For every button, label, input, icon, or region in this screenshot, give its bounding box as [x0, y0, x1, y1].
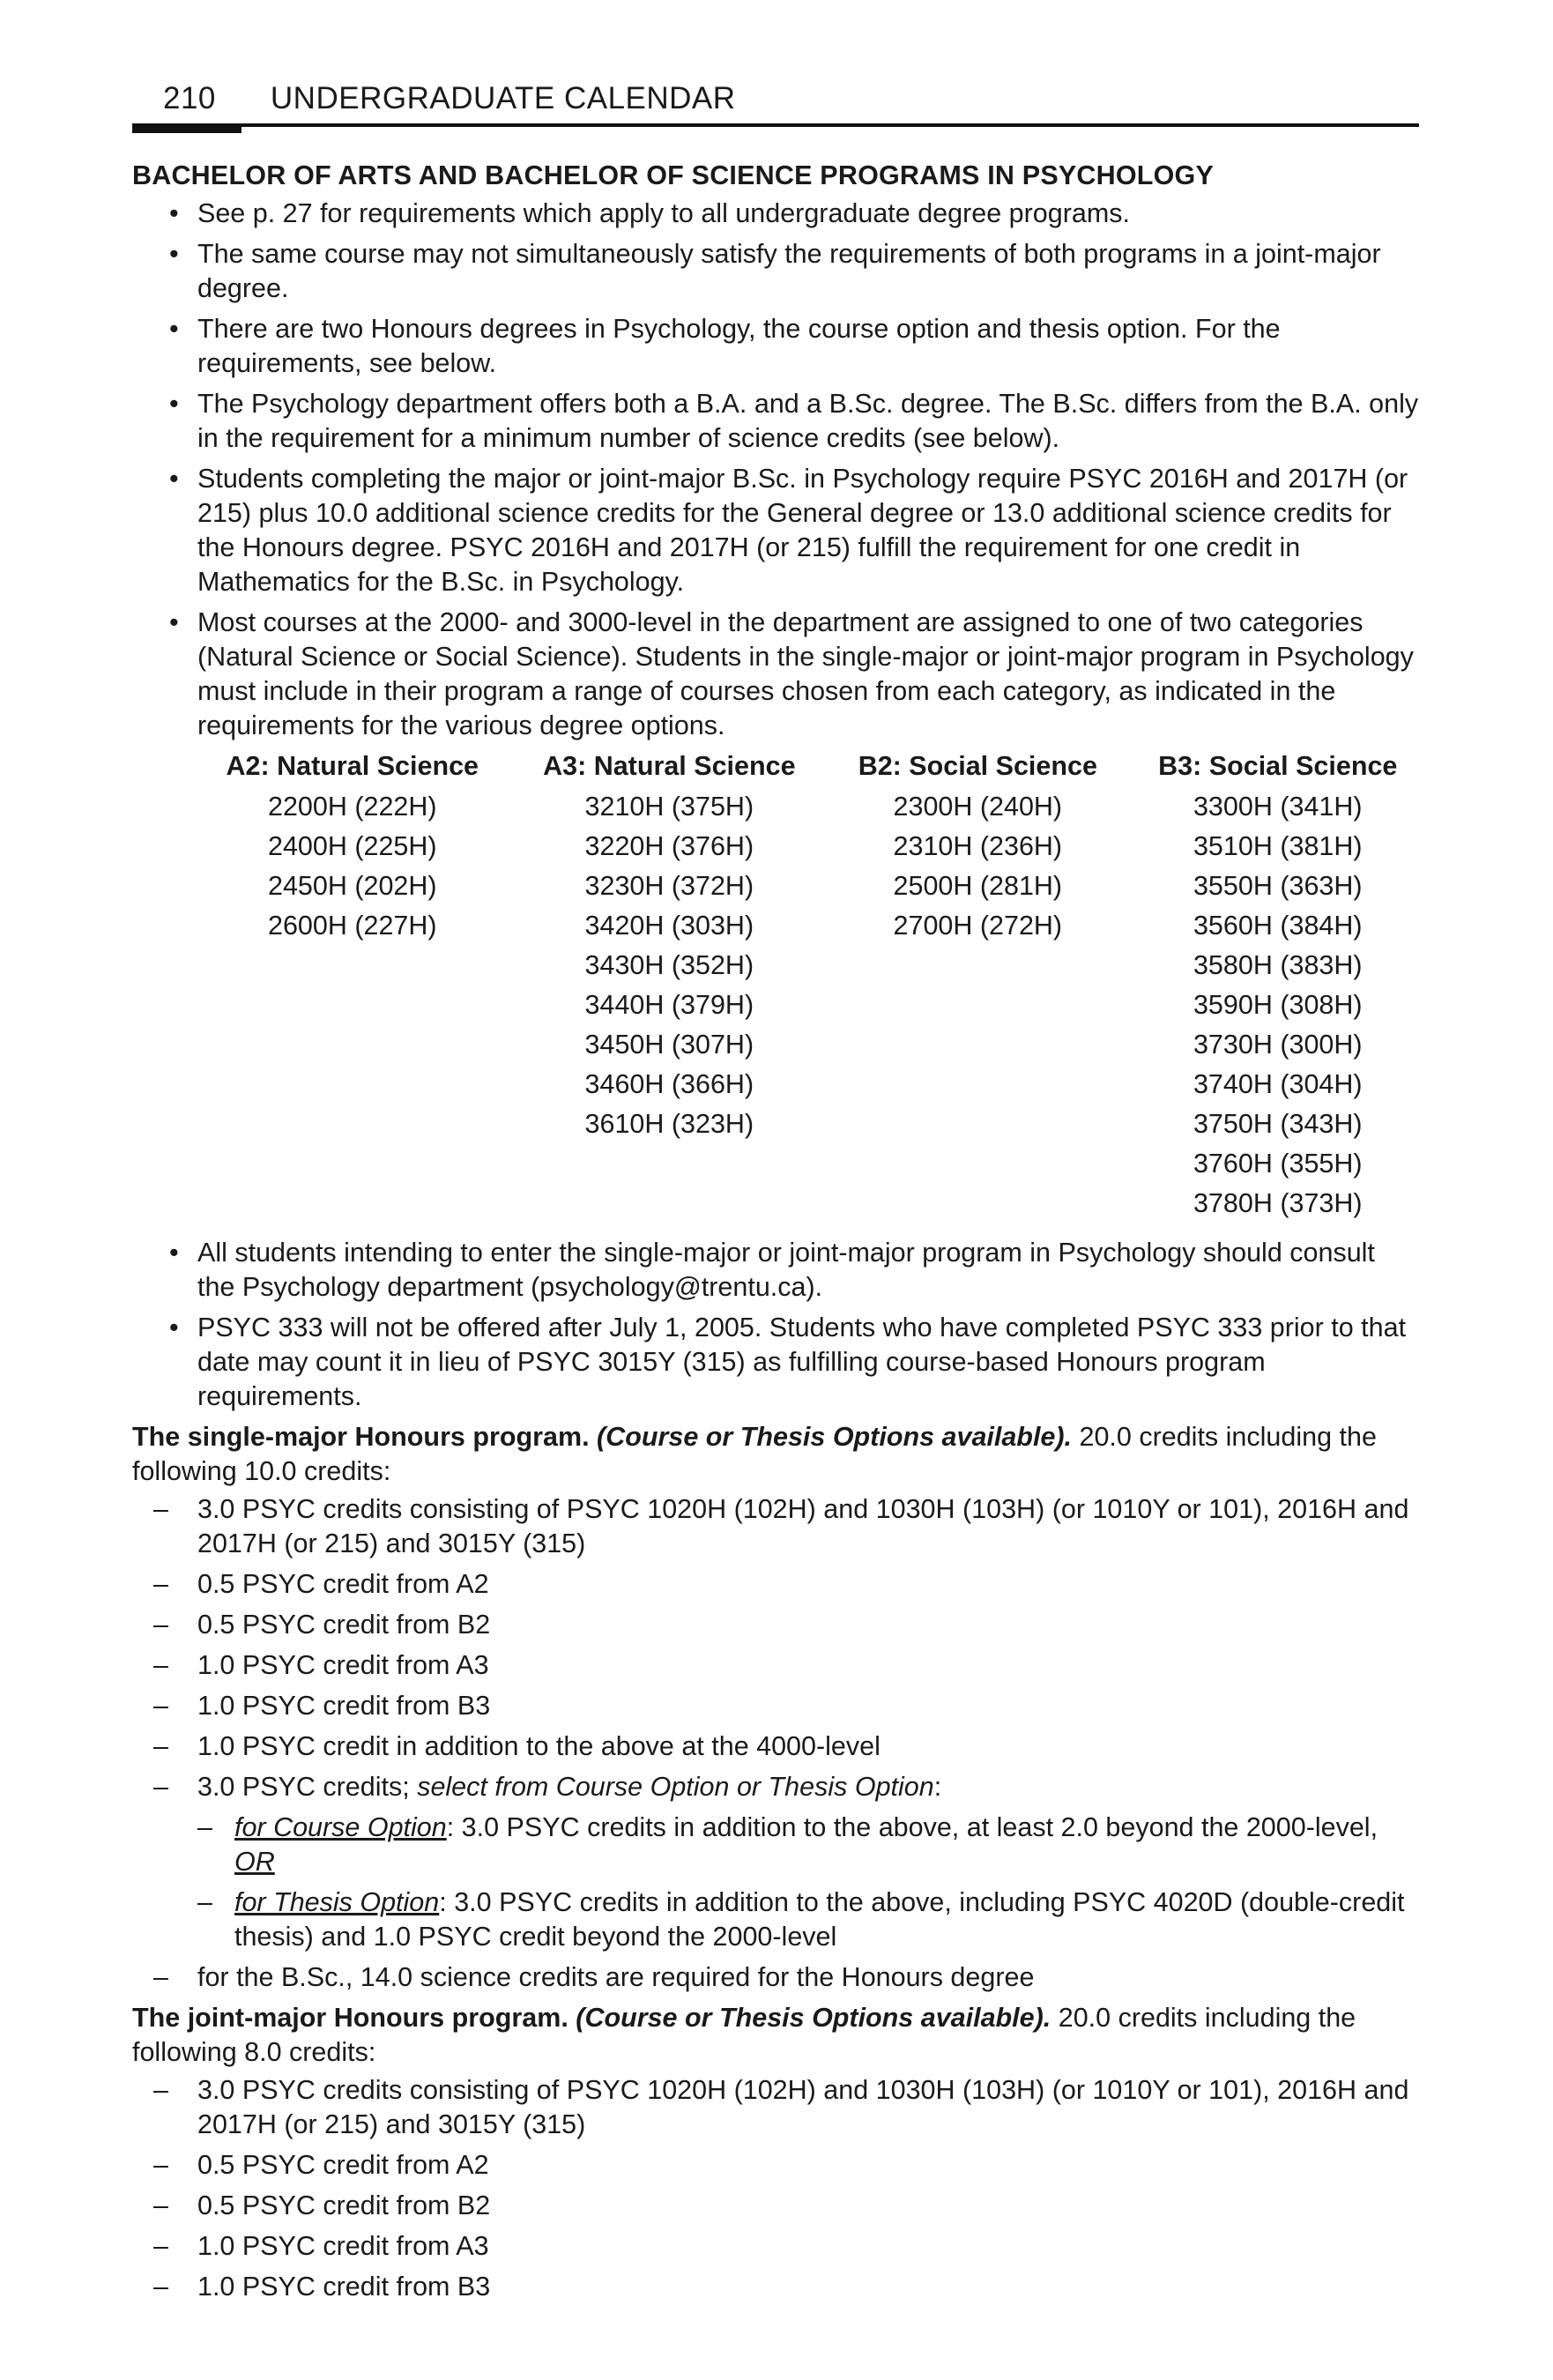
table-row	[194, 1184, 1428, 1223]
course-cell-b3: 3590H (308H)	[1193, 990, 1363, 1020]
table-row	[194, 1144, 1428, 1184]
page-header	[163, 81, 736, 116]
course-cell-b2: 2300H (240H)	[893, 792, 1063, 822]
or-label: OR	[234, 1847, 275, 1877]
course-cell-b3: 3580H (383H)	[1193, 950, 1363, 980]
table-row	[194, 1065, 1428, 1104]
thesis-option-label: for Thesis Option	[234, 1887, 440, 1917]
bullet-item: • Most courses at the 2000- and 3000-level in the department are assigned to one of two categories (Natural Science or Social Science). Students in the single-major or joint-major program in Psychology must include in their program a range of courses chosen from each category, as indicated in the requirements for the various degree options.	[132, 606, 1419, 743]
course-cell-a2: 2600H (227H)	[267, 911, 437, 941]
table-row	[194, 1025, 1428, 1065]
list-item: – 1.0 PSYC credit in addition to the above at the 4000-level	[132, 1729, 1419, 1764]
course-cell-b2	[828, 1065, 1127, 1104]
course-cell-a2	[194, 1065, 511, 1104]
course-cell-b2	[828, 1184, 1127, 1223]
course-cell-a3	[511, 1184, 829, 1223]
course-option-item	[197, 1811, 1419, 1879]
course-cell-a2: 2450H (202H)	[267, 871, 437, 901]
joint-major-title: The joint-major Honours program.	[132, 2003, 568, 2033]
list-item: – 0.5 PSYC credit from A2	[132, 2148, 1419, 2183]
option-sublist	[197, 1811, 1419, 1954]
course-cell-a2	[194, 985, 511, 1025]
table-row	[194, 827, 1428, 866]
course-category-table	[194, 749, 1428, 1223]
course-option-text: : 3.0 PSYC credits in addition to the above, at least 2.0 beyond the 2000-level,	[446, 1812, 1378, 1842]
course-cell-b3: 3510H (381H)	[1193, 831, 1363, 861]
joint-major-options: (Course or Thesis Options available).	[576, 2003, 1051, 2033]
single-major-options: (Course or Thesis Options available).	[597, 1422, 1073, 1452]
list-item: – 0.5 PSYC credit from A2	[132, 1567, 1419, 1602]
page-number: 210	[163, 81, 216, 115]
list-item: – 3.0 PSYC credits consisting of PSYC 1020H (102H) and 1030H (103H) (or 1010Y or 101), 2016H and 2017H (or 215) and 3015Y (315)	[132, 1492, 1419, 1561]
bullet-item: • See p. 27 for requirements which apply to all undergraduate degree programs.	[132, 197, 1419, 231]
joint-major-heading	[132, 2001, 1419, 2070]
thesis-option-item	[197, 1885, 1419, 1954]
table-body	[194, 787, 1428, 1223]
running-title: UNDERGRADUATE CALENDAR	[270, 81, 736, 115]
course-cell-b2	[828, 1025, 1127, 1065]
course-cell-b3: 3550H (363H)	[1193, 871, 1363, 901]
course-cell-b2: 2500H (281H)	[893, 871, 1063, 901]
course-cell-b2	[828, 985, 1127, 1025]
course-cell-a3: 3460H (366H)	[584, 1069, 754, 1099]
bullet-item: • The Psychology department offers both a B.A. and a B.Sc. degree. The B.Sc. differs from the B.A. only in the requirement for a minimum number of science credits (see below).	[132, 387, 1419, 456]
list-item: – 1.0 PSYC credit from A3	[132, 2229, 1419, 2264]
course-cell-b3: 3780H (373H)	[1193, 1188, 1363, 1218]
course-cell-a3: 3450H (307H)	[584, 1030, 754, 1060]
list-item: – 0.5 PSYC credit from B2	[132, 2189, 1419, 2223]
course-cell-b2: 2310H (236H)	[893, 831, 1063, 861]
header-tab-mark	[132, 123, 241, 133]
course-cell-b2	[828, 1104, 1127, 1144]
course-cell-a3: 3430H (352H)	[584, 950, 754, 980]
course-cell-b2: 2700H (272H)	[893, 911, 1063, 941]
single-major-heading	[132, 1420, 1419, 1489]
course-cell-b3: 3750H (343H)	[1193, 1109, 1363, 1139]
table-row	[194, 906, 1428, 946]
intro-bullet-list	[132, 197, 1419, 743]
list-item-select-option	[132, 1770, 1419, 1954]
course-cell-a2	[194, 946, 511, 985]
course-cell-a2	[194, 1025, 511, 1065]
course-cell-a2	[194, 1184, 511, 1223]
course-cell-b3: 3300H (341H)	[1193, 792, 1363, 822]
bullet-item: • Students completing the major or joint-major B.Sc. in Psychology require PSYC 2016H and 2017H (or 215) plus 10.0 additional science credits for the General degree or 13.0 additional science credits for the Honours degree. PSYC 2016H and 2017H (or 215) fulfill the requirement for one credit in Mathematics for the B.Sc. in Psychology.	[132, 462, 1419, 599]
course-cell-a2	[194, 1104, 511, 1144]
select-suffix: :	[933, 1772, 942, 1802]
page-content	[132, 159, 1419, 2310]
single-major-title: The single-major Honours program.	[132, 1422, 590, 1452]
column-header-a3: A3: Natural Science	[543, 751, 796, 781]
joint-major-requirements	[132, 2073, 1419, 2304]
header-rule	[132, 123, 1419, 127]
single-major-credits: 20.0 credits including the following 10.0 credits:	[132, 1422, 1377, 1486]
column-header-b2: B2: Social Science	[858, 751, 1097, 781]
table-row	[194, 866, 1428, 906]
section-title: BACHELOR OF ARTS AND BACHELOR OF SCIENCE PROGRAMS IN PSYCHOLOGY	[132, 160, 1215, 190]
course-cell-b2	[828, 1144, 1127, 1184]
course-cell-b3: 3740H (304H)	[1193, 1069, 1363, 1099]
list-item: – 3.0 PSYC credits consisting of PSYC 1020H (102H) and 1030H (103H) (or 1010Y or 101), 2016H and 2017H (or 215) and 3015Y (315)	[132, 2073, 1419, 2142]
course-cell-a2	[194, 1144, 511, 1184]
after-bullet-list	[132, 1236, 1419, 1414]
course-cell-b3: 3730H (300H)	[1193, 1030, 1363, 1060]
joint-major-credits: 20.0 credits including the following 8.0 credits:	[132, 2003, 1356, 2067]
course-cell-a3: 3230H (372H)	[584, 871, 754, 901]
list-item: – 1.0 PSYC credit from B3	[132, 1689, 1419, 1723]
table-row	[194, 787, 1428, 827]
course-cell-b3: 3560H (384H)	[1193, 911, 1363, 941]
list-item: – 0.5 PSYC credit from B2	[132, 1608, 1419, 1642]
single-major-requirements	[132, 1492, 1419, 1995]
course-cell-a2: 2200H (222H)	[267, 792, 437, 822]
bullet-item: • All students intending to enter the single-major or joint-major program in Psychology should consult the Psychology department (psychology@trentu.ca).	[132, 1236, 1419, 1305]
course-cell-b2	[828, 946, 1127, 985]
column-header-b3: B3: Social Science	[1158, 751, 1398, 781]
column-header-a2: A2: Natural Science	[226, 751, 479, 781]
course-cell-a3: 3610H (323H)	[584, 1109, 754, 1139]
list-item: – 1.0 PSYC credit from A3	[132, 1648, 1419, 1683]
thesis-option-text: : 3.0 PSYC credits in addition to the above, including PSYC 4020D (double-credit thesis) and 1.0 PSYC credit beyond the 2000-level	[234, 1887, 1405, 1952]
table-row	[194, 985, 1428, 1025]
select-italic: select from Course Option or Thesis Option	[417, 1772, 934, 1802]
course-cell-a3: 3210H (375H)	[584, 792, 754, 822]
course-cell-b3: 3760H (355H)	[1193, 1149, 1363, 1179]
course-cell-a3: 3220H (376H)	[584, 831, 754, 861]
course-cell-a2: 2400H (225H)	[267, 831, 437, 861]
bullet-item: • There are two Honours degrees in Psychology, the course option and thesis option. For the requirements, see below.	[132, 312, 1419, 381]
table-header-row	[194, 749, 1428, 787]
table-row	[194, 946, 1428, 985]
select-prefix: 3.0 PSYC credits;	[197, 1772, 418, 1802]
table-row	[194, 1104, 1428, 1144]
bullet-item: • The same course may not simultaneously satisfy the requirements of both programs in a joint-major degree.	[132, 237, 1419, 306]
list-item: – 1.0 PSYC credit from B3	[132, 2270, 1419, 2304]
course-cell-a3: 3440H (379H)	[584, 990, 754, 1020]
bullet-item: • PSYC 333 will not be offered after July 1, 2005. Students who have completed PSYC 333 prior to that date may count it in lieu of PSYC 3015Y (315) as fulfilling course-based Honours program requirements.	[132, 1311, 1419, 1414]
course-option-label: for Course Option	[234, 1812, 447, 1842]
list-item-bsc-note: – for the B.Sc., 14.0 science credits are required for the Honours degree	[132, 1960, 1419, 1995]
course-cell-a3: 3420H (303H)	[584, 911, 754, 941]
course-cell-a3	[511, 1144, 829, 1184]
